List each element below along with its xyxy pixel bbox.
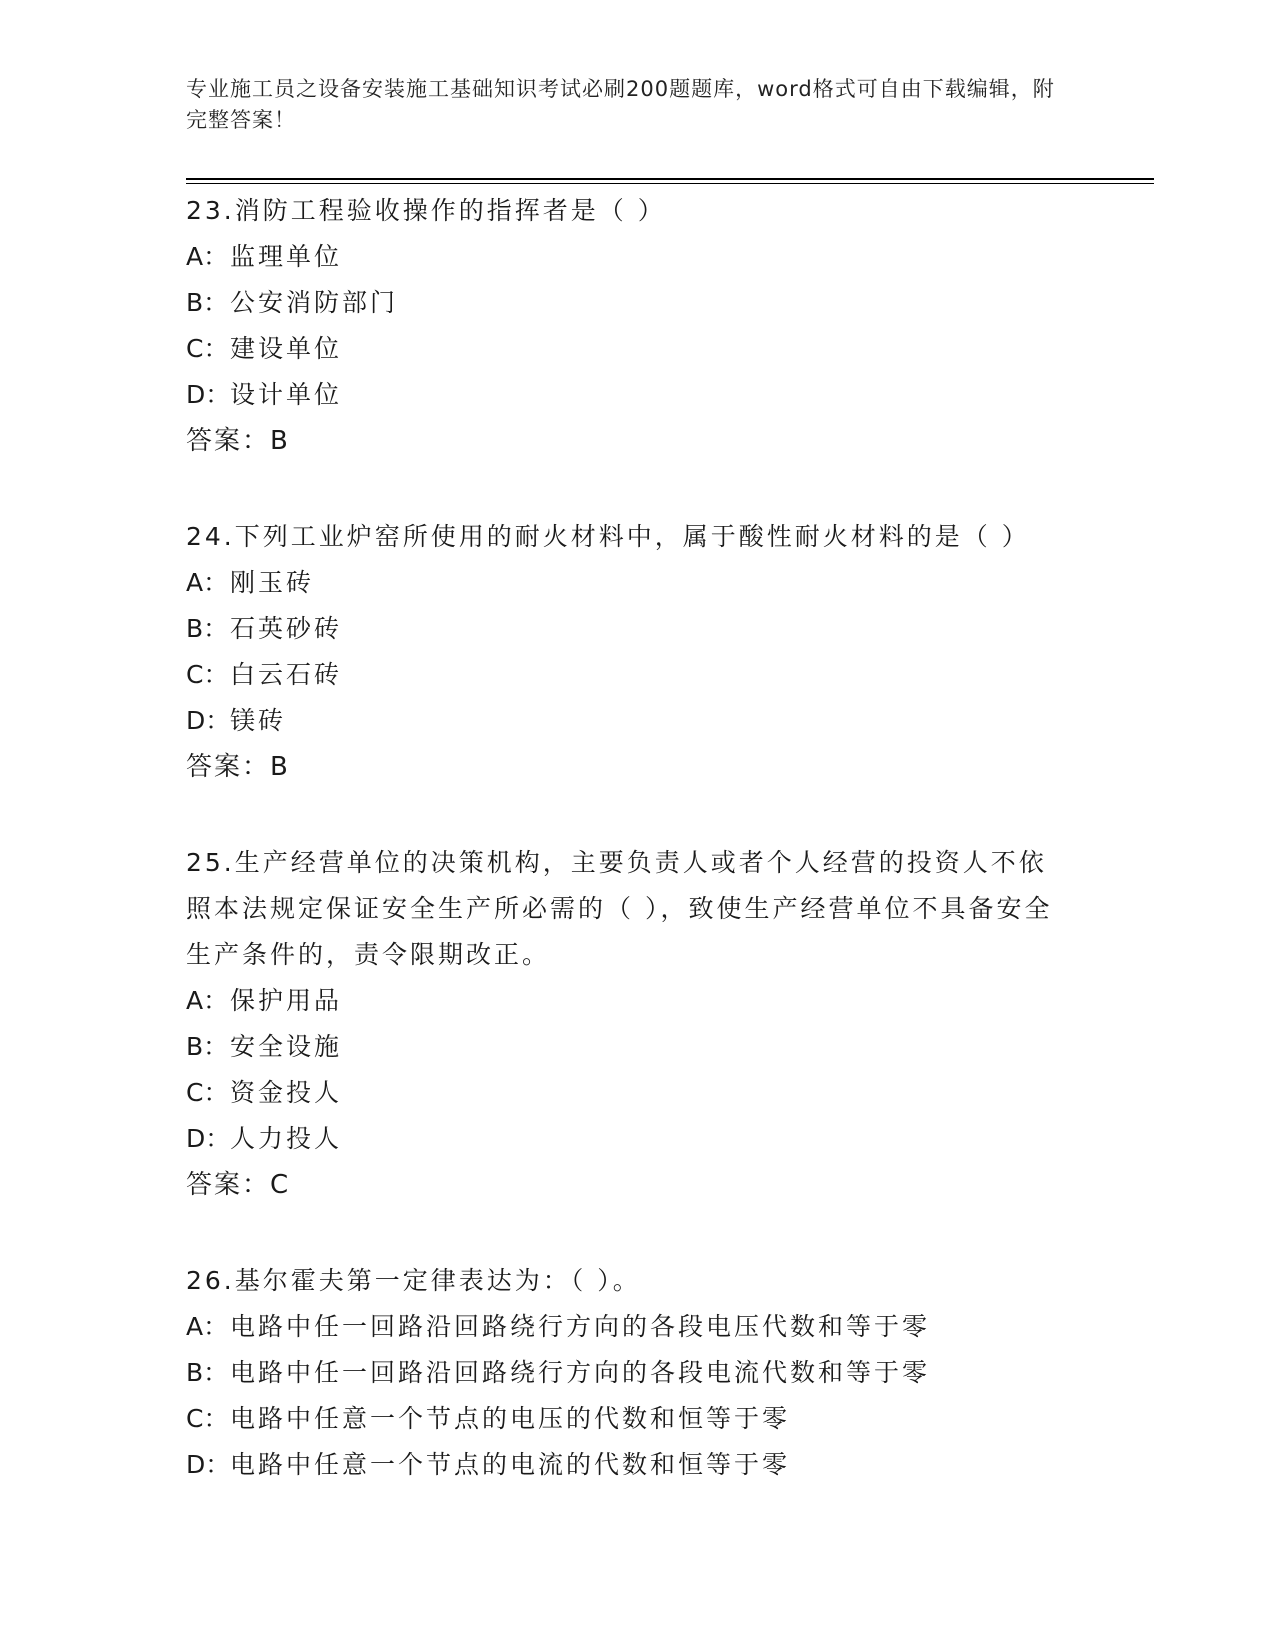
question-stem: 26.基尔霍夫第一定律表达为：（ ）。 xyxy=(186,1266,641,1295)
option-a xyxy=(186,1304,1086,1350)
option-a xyxy=(186,560,1086,606)
option-text: 设计单位 xyxy=(230,380,343,409)
answer-line: 答案：B xyxy=(186,426,290,456)
option-b xyxy=(186,1350,1086,1396)
option-c xyxy=(186,326,1086,372)
option-c xyxy=(186,1396,1086,1442)
option-letter: A： xyxy=(186,568,229,597)
option-text: 建设单位 xyxy=(230,334,343,363)
option-letter: B： xyxy=(186,288,229,317)
answer-line: 答案：C xyxy=(186,1170,291,1200)
option-text: 保护用品 xyxy=(230,986,343,1015)
question-stem: 24.下列工业炉窑所使用的耐火材料中，属于酸性耐火材料的是（ ） xyxy=(186,522,1030,551)
option-letter: C： xyxy=(186,660,229,689)
option-text: 镁砖 xyxy=(230,706,287,735)
option-text: 电路中任一回路沿回路绕行方向的各段电压代数和等于零 xyxy=(230,1312,931,1341)
question-25 xyxy=(186,840,1086,1208)
option-text: 电路中任意一个节点的电压的代数和恒等于零 xyxy=(230,1404,791,1433)
question-23 xyxy=(186,188,1086,464)
option-letter: D： xyxy=(186,380,231,409)
answer-line: 答案：B xyxy=(186,752,290,782)
document-header: 专业施工员之设备安装施工基础知识考试必刷200题题库，word格式可自由下载编辑，附完整答案！ xyxy=(186,77,1055,132)
header-divider-thick xyxy=(186,178,1154,180)
option-letter: B： xyxy=(186,614,229,643)
option-text: 监理单位 xyxy=(230,242,343,271)
question-stem: 23.消防工程验收操作的指挥者是（ ） xyxy=(186,196,666,225)
option-text: 刚玉砖 xyxy=(230,568,315,597)
option-letter: C： xyxy=(186,1404,229,1433)
option-text: 公安消防部门 xyxy=(230,288,399,317)
option-letter: C： xyxy=(186,334,229,363)
option-letter: B： xyxy=(186,1032,229,1061)
option-text: 电路中任意一个节点的电流的代数和恒等于零 xyxy=(230,1450,791,1479)
option-text: 资金投人 xyxy=(230,1078,343,1107)
option-letter: D： xyxy=(186,706,231,735)
question-24 xyxy=(186,514,1086,790)
option-letter: A： xyxy=(186,1312,229,1341)
option-letter: D： xyxy=(186,1450,231,1479)
option-text: 电路中任一回路沿回路绕行方向的各段电流代数和等于零 xyxy=(230,1358,931,1387)
option-c xyxy=(186,652,1086,698)
option-text: 安全设施 xyxy=(230,1032,343,1061)
question-stem: 25.生产经营单位的决策机构，主要负责人或者个人经营的投资人不依照本法规定保证安全生产所必需的（ ），致使生产经营单位不具备安全生产条件的，责令限期改正。 xyxy=(186,848,1053,969)
option-letter: A： xyxy=(186,986,229,1015)
option-text: 石英砂砖 xyxy=(230,614,343,643)
header-divider-thin xyxy=(186,183,1154,184)
option-a xyxy=(186,978,1086,1024)
option-d xyxy=(186,1116,1086,1162)
option-b xyxy=(186,1024,1086,1070)
option-c xyxy=(186,1070,1086,1116)
option-letter: B： xyxy=(186,1358,229,1387)
option-d xyxy=(186,1442,1086,1488)
option-text: 白云石砖 xyxy=(230,660,343,689)
option-a xyxy=(186,234,1086,280)
option-b xyxy=(186,606,1086,652)
question-26 xyxy=(186,1258,1086,1488)
option-b xyxy=(186,280,1086,326)
option-letter: D： xyxy=(186,1124,231,1153)
option-letter: C： xyxy=(186,1078,229,1107)
option-text: 人力投人 xyxy=(230,1124,343,1153)
option-letter: A： xyxy=(186,242,229,271)
option-d xyxy=(186,698,1086,744)
option-d xyxy=(186,372,1086,418)
question-list xyxy=(186,188,1086,1538)
